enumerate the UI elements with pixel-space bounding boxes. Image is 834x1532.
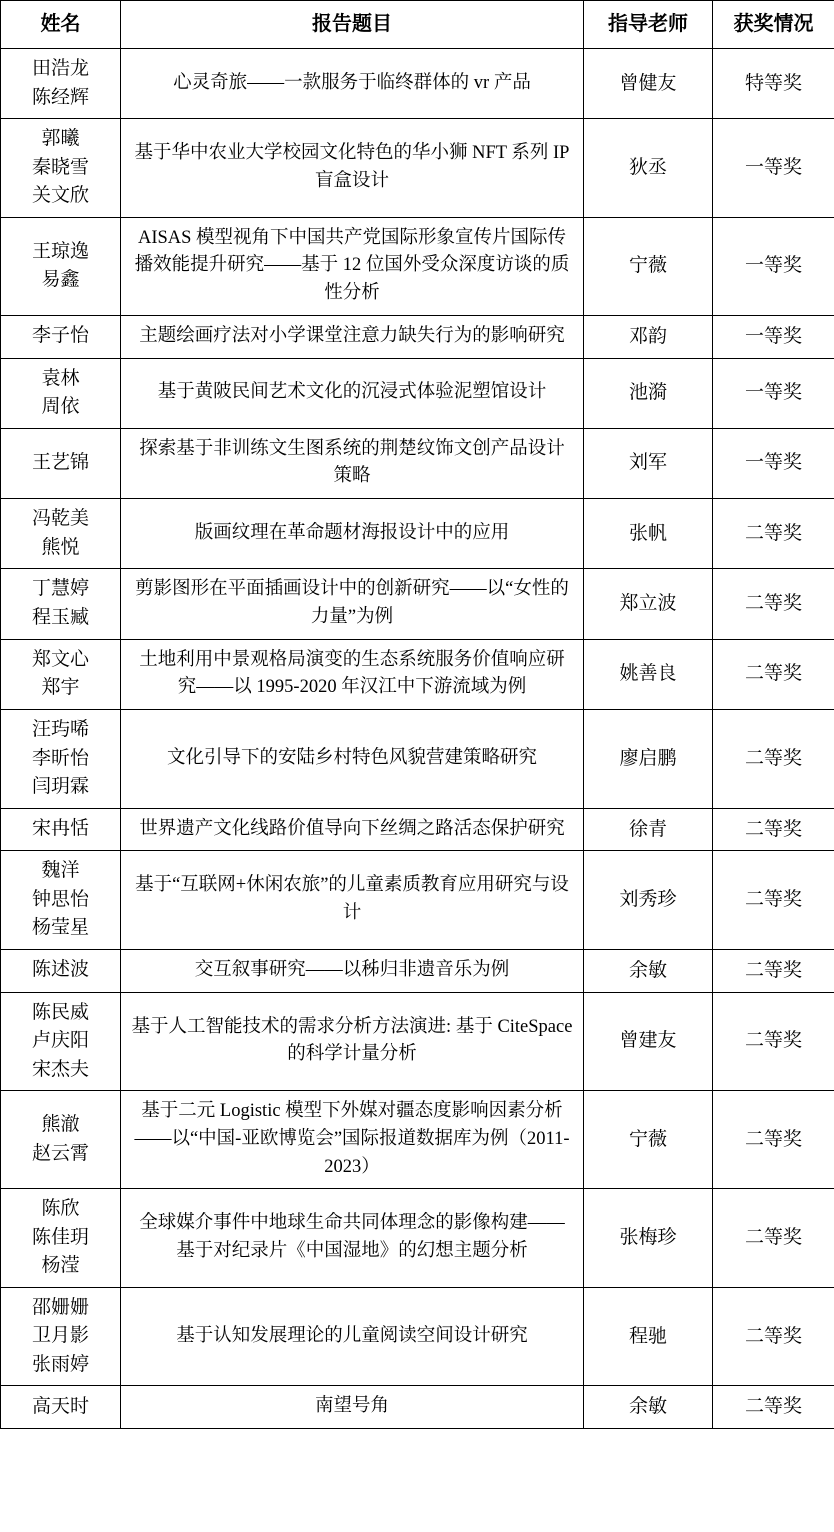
cell-award: 一等奖: [713, 428, 834, 499]
cell-award: 二等奖: [713, 639, 834, 710]
table-header-row: [1, 1, 834, 49]
cell-names: [1, 949, 121, 992]
student-name: 熊澈: [41, 1114, 80, 1136]
table-row: [1, 499, 834, 569]
cell-award: 一等奖: [713, 217, 834, 315]
student-name: 陈欣: [41, 1198, 80, 1220]
cell-advisor: 刘军: [584, 428, 713, 499]
cell-advisor: 刘秀珍: [584, 851, 713, 950]
table-row: [1, 569, 834, 640]
cell-report-title: 世界遗产文化线路价值导向下丝绸之路活态保护研究: [121, 808, 584, 851]
cell-report-title: 基于“互联网+休闲农旅”的儿童素质教育应用研究与设计: [121, 851, 584, 950]
student-name: 钟思怡: [31, 888, 89, 910]
cell-names: [1, 499, 121, 569]
cell-award: 二等奖: [713, 808, 834, 851]
cell-names: [1, 358, 121, 428]
table-row: [1, 428, 834, 499]
cell-advisor: 张梅珍: [584, 1189, 713, 1288]
cell-names: [1, 1287, 121, 1386]
table-row: [1, 1386, 834, 1429]
table-row: [1, 49, 834, 119]
student-name: 郭曦: [41, 128, 80, 149]
cell-names: [1, 569, 121, 640]
student-name: 张雨婷: [31, 1353, 89, 1375]
cell-advisor: 程驰: [584, 1287, 713, 1386]
cell-report-title: 南望号角: [121, 1386, 584, 1429]
cell-award: 二等奖: [713, 1287, 834, 1386]
student-name: 李昕怡: [31, 747, 89, 769]
student-name: 宋冉恬: [31, 818, 89, 840]
cell-report-title: 基于黄陂民间艺术文化的沉浸式体验泥塑馆设计: [121, 358, 584, 428]
cell-names: [1, 992, 121, 1091]
cell-names: [1, 808, 121, 851]
student-name: 陈佳玥: [31, 1226, 89, 1248]
cell-report-title: 基于人工智能技术的需求分析方法演进: 基于 CiteSpace 的科学计量分析: [121, 992, 584, 1091]
table-row: [1, 992, 834, 1091]
cell-names: [1, 119, 121, 218]
cell-award: 二等奖: [713, 710, 834, 809]
cell-report-title: 土地利用中景观格局演变的生态系统服务价值响应研究——以 1995-2020 年汉江中下游流域为例: [121, 639, 584, 710]
student-name: 卢庆阳: [31, 1030, 89, 1051]
cell-advisor: 余敏: [584, 949, 713, 992]
student-name: 王艺锦: [31, 452, 89, 473]
student-name: 关文欣: [31, 185, 89, 206]
cell-award: 二等奖: [713, 569, 834, 640]
cell-advisor: 池漪: [584, 358, 713, 428]
student-name: 杨滢: [41, 1255, 80, 1277]
cell-report-title: 心灵奇旅——一款服务于临终群体的 vr 产品: [121, 49, 584, 119]
table-row: [1, 358, 834, 428]
cell-advisor: 曾健友: [584, 49, 713, 119]
student-name: 秦晓雪: [31, 156, 89, 178]
student-name: 李子怡: [31, 325, 89, 347]
table-row: [1, 1189, 834, 1288]
cell-names: [1, 1189, 121, 1288]
student-name: 周依: [41, 396, 80, 417]
cell-report-title: 剪影图形在平面插画设计中的创新研究——以“女性的力量”为例: [121, 569, 584, 640]
student-name: 田浩龙: [31, 58, 89, 79]
table-row: [1, 1287, 834, 1386]
cell-award: 二等奖: [713, 499, 834, 569]
student-name: 汪玙唏: [31, 719, 89, 740]
table-row: [1, 217, 834, 315]
cell-award: 二等奖: [713, 1091, 834, 1189]
cell-names: [1, 315, 121, 358]
table-row: [1, 949, 834, 992]
cell-report-title: 探索基于非训练文生图系统的荆楚纹饰文创产品设计策略: [121, 428, 584, 499]
cell-names: [1, 851, 121, 950]
student-name: 宋杰夫: [31, 1058, 89, 1080]
cell-advisor: 郑立波: [584, 569, 713, 640]
student-name: 王琼逸: [31, 240, 89, 262]
student-name: 卫月影: [31, 1325, 89, 1347]
student-name: 袁林: [41, 367, 80, 389]
student-name: 冯乾美: [31, 508, 89, 529]
cell-advisor: 徐青: [584, 808, 713, 851]
cell-advisor: 廖启鹏: [584, 710, 713, 809]
student-name: 郑宇: [41, 677, 80, 699]
cell-advisor: 邓韵: [584, 315, 713, 358]
student-name: 程玉臧: [31, 606, 89, 628]
student-name: 杨莹星: [31, 917, 89, 939]
student-name: 郑文心: [31, 648, 89, 670]
table-row: [1, 851, 834, 950]
cell-names: [1, 710, 121, 809]
cell-names: [1, 217, 121, 315]
student-name: 高天时: [31, 1395, 89, 1417]
cell-names: [1, 1386, 121, 1429]
student-name: 陈民威: [31, 1001, 89, 1023]
cell-advisor: 宁薇: [584, 1091, 713, 1189]
cell-award: 一等奖: [713, 119, 834, 218]
cell-report-title: 文化引导下的安陆乡村特色风貌营建策略研究: [121, 710, 584, 809]
student-name: 邵姗姗: [31, 1296, 89, 1318]
cell-report-title: AISAS 模型视角下中国共产党国际形象宣传片国际传播效能提升研究——基于 12 位国外受众深度访谈的质性分析: [121, 217, 584, 315]
student-name: 丁慧婷: [31, 578, 89, 600]
cell-report-title: 交互叙事研究——以秭归非遗音乐为例: [121, 949, 584, 992]
cell-names: [1, 49, 121, 119]
cell-names: [1, 428, 121, 499]
cell-advisor: 曾建友: [584, 992, 713, 1091]
column-header-title: 报告题目: [121, 1, 584, 49]
cell-advisor: 余敏: [584, 1386, 713, 1429]
table-row: [1, 119, 834, 218]
cell-award: 二等奖: [713, 851, 834, 950]
cell-names: [1, 1091, 121, 1189]
cell-award: 特等奖: [713, 49, 834, 119]
cell-award: 二等奖: [713, 992, 834, 1091]
cell-advisor: 张帆: [584, 499, 713, 569]
cell-advisor: 姚善良: [584, 639, 713, 710]
cell-advisor: 宁薇: [584, 217, 713, 315]
table-row: [1, 710, 834, 809]
cell-advisor: 狄丞: [584, 119, 713, 218]
column-header-name: 姓名: [1, 1, 121, 49]
cell-report-title: 版画纹理在革命题材海报设计中的应用: [121, 499, 584, 569]
column-header-award: 获奖情况: [713, 1, 834, 49]
student-name: 陈经辉: [31, 86, 89, 108]
table-body: [1, 49, 834, 1429]
table-row: [1, 1091, 834, 1189]
cell-award: 一等奖: [713, 358, 834, 428]
cell-report-title: 全球媒介事件中地球生命共同体理念的影像构建——基于对纪录片《中国湿地》的幻想主题分析: [121, 1189, 584, 1288]
cell-report-title: 主题绘画疗法对小学课堂注意力缺失行为的影响研究: [121, 315, 584, 358]
cell-report-title: 基于华中农业大学校园文化特色的华小狮 NFT 系列 IP 盲盒设计: [121, 119, 584, 218]
table-row: [1, 639, 834, 710]
column-header-advisor: 指导老师: [584, 1, 713, 49]
table-row: [1, 808, 834, 851]
table-header: [1, 1, 834, 49]
table-row: [1, 315, 834, 358]
cell-award: 一等奖: [713, 315, 834, 358]
student-name: 陈述波: [31, 959, 89, 981]
cell-report-title: 基于认知发展理论的儿童阅读空间设计研究: [121, 1287, 584, 1386]
student-name: 闫玥霖: [31, 776, 89, 797]
student-name: 魏洋: [41, 860, 80, 882]
cell-award: 二等奖: [713, 949, 834, 992]
student-name: 熊悦: [41, 536, 80, 558]
cell-names: [1, 639, 121, 710]
student-name: 赵云霄: [31, 1142, 89, 1164]
cell-award: 二等奖: [713, 1386, 834, 1429]
cell-report-title: 基于二元 Logistic 模型下外媒对疆态度影响因素分析——以“中国-亚欧博览会”国际报道数据库为例（2011-2023）: [121, 1091, 584, 1189]
student-name: 易鑫: [41, 269, 80, 291]
cell-award: 二等奖: [713, 1189, 834, 1288]
